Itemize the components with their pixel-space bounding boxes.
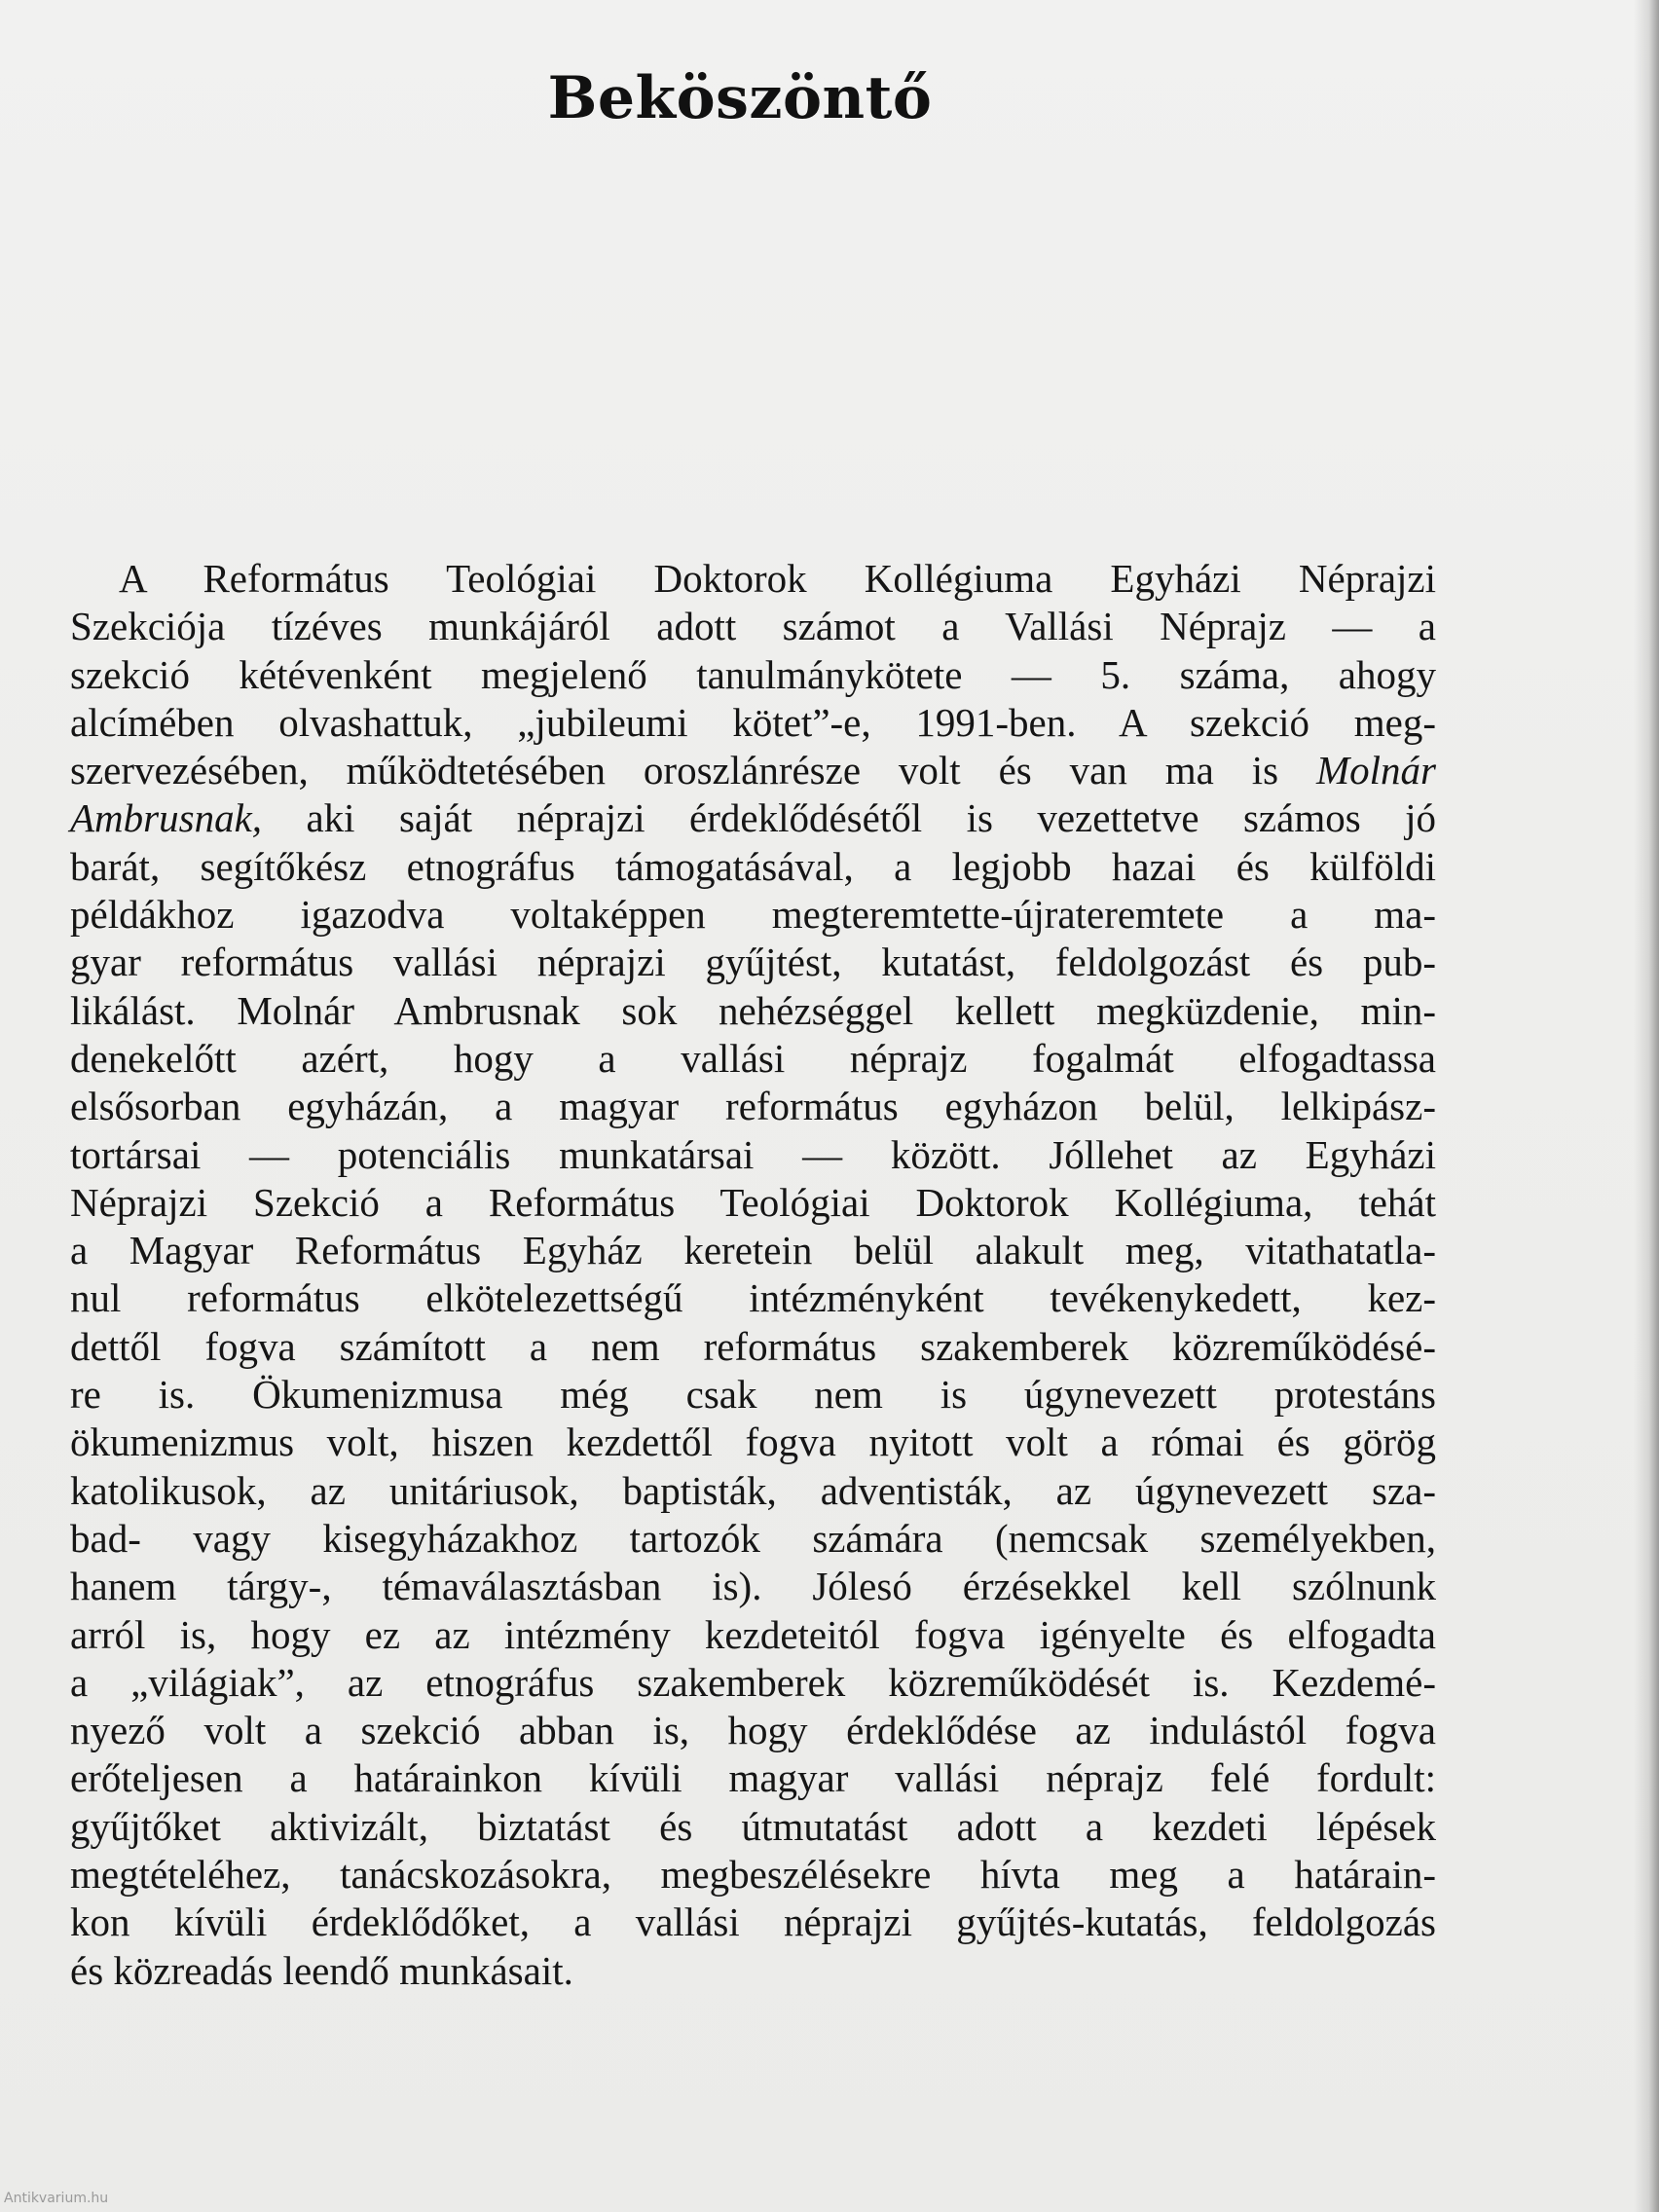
paragraph-line: a „világiak”, az etnográfus szakemberek közreműködését is. Kezdemé- — [70, 1659, 1436, 1705]
italic-name: Ambrusnak, — [70, 795, 263, 841]
paragraph-line: szervezésében, működtetésében oroszlánrésze volt és van ma is Molnár — [70, 748, 1436, 793]
watermark: Antikvarium.hu — [4, 2191, 109, 2206]
paragraph-line: nyező volt a szekció abban is, hogy érdeklődése az indulástól fogva — [70, 1708, 1436, 1753]
paragraph-line: denekelőtt azért, hogy a vallási néprajz fogalmát elfogadtassa — [70, 1035, 1436, 1081]
paragraph-line: likálást. Molnár Ambrusnak sok nehézséggel kellett megküzdenie, min- — [70, 987, 1436, 1033]
paragraph-line: bad- vagy kisegyházakhoz tartozók számára (nemcsak személyekben, — [70, 1515, 1436, 1561]
paragraph-line: szekció kétévenként megjelenő tanulmánykötete — 5. száma, ahogy — [70, 651, 1436, 697]
paragraph-line: erőteljesen a határainkon kívüli magyar vallási néprajz felé fordult: — [70, 1755, 1436, 1801]
paragraph-line: ökumenizmus volt, hiszen kezdettől fogva nyitott volt a római és görög — [70, 1419, 1436, 1465]
paragraph-line: dettől fogva számított a nem református szakemberek közreműködésé- — [70, 1323, 1436, 1369]
paragraph-line: a Magyar Református Egyház keretein belül alakult meg, vitathatatla- — [70, 1228, 1436, 1273]
paragraph-line: re is. Ökumenizmusa még csak nem is úgynevezett protestáns — [70, 1372, 1436, 1418]
paragraph-line: gyar református vallási néprajzi gyűjtést, kutatást, feldolgozást és pub- — [70, 940, 1436, 985]
paragraph-line: alcímében olvashattuk, „jubileumi kötet”-e, 1991-ben. A szekció meg- — [70, 699, 1436, 745]
paragraph-line: példákhoz igazodva voltaképpen megteremtette-újrateremtete a ma- — [70, 892, 1436, 938]
paragraph-line: kon kívüli érdeklődőket, a vallási néprajzi gyűjtés-kutatás, feldolgozás — [70, 1899, 1436, 1945]
paragraph-line: katolikusok, az unitáriusok, baptisták, adventisták, az úgynevezett sza- — [70, 1467, 1436, 1513]
paragraph-line: A Református Teológiai Doktorok Kollégiuma Egyházi Néprajzi — [119, 556, 1436, 601]
paragraph-line: arról is, hogy ez az intézmény kezdeteitól fogva igényelte és elfogadta — [70, 1611, 1436, 1657]
paragraph-line: tortársai — potenciális munkatársai — között. Jóllehet az Egyházi — [70, 1131, 1436, 1177]
paragraph-line: nul református elkötelezettségű intézményként tevékenykedett, kez- — [70, 1275, 1436, 1321]
paragraph-line: elsősorban egyházán, a magyar református egyházon belül, lelkipász- — [70, 1084, 1436, 1129]
paragraph-line: Ambrusnak, aki saját néprajzi érdeklődésétől is vezettetve számos jó — [70, 795, 1436, 841]
paragraph-line: gyűjtőket aktivizált, biztatást és útmutatást adott a kezdeti lépések — [70, 1803, 1436, 1849]
italic-name: Molnár — [1316, 748, 1436, 793]
body-paragraph — [70, 555, 1436, 1995]
paragraph-line: Néprajzi Szekció a Református Teológiai Doktorok Kollégiuma, tehát — [70, 1179, 1436, 1225]
page-title: Beköszöntő — [547, 64, 933, 132]
page-edge-shadow — [1634, 0, 1659, 2212]
paragraph-line: Szekciója tízéves munkájáról adott számot a Vallási Néprajz — a — [70, 604, 1436, 649]
paragraph-line: hanem tárgy-, témaválasztásban is). Jólesó érzésekkel kell szólnunk — [70, 1564, 1436, 1609]
paragraph-line: megtételéhez, tanácskozásokra, megbeszélésekre hívta meg a határain- — [70, 1852, 1436, 1898]
paragraph-line: barát, segítőkész etnográfus támogatásával, a legjobb hazai és külföldi — [70, 843, 1436, 889]
paragraph-line: és közreadás leendő munkásait. — [70, 1947, 573, 1993]
